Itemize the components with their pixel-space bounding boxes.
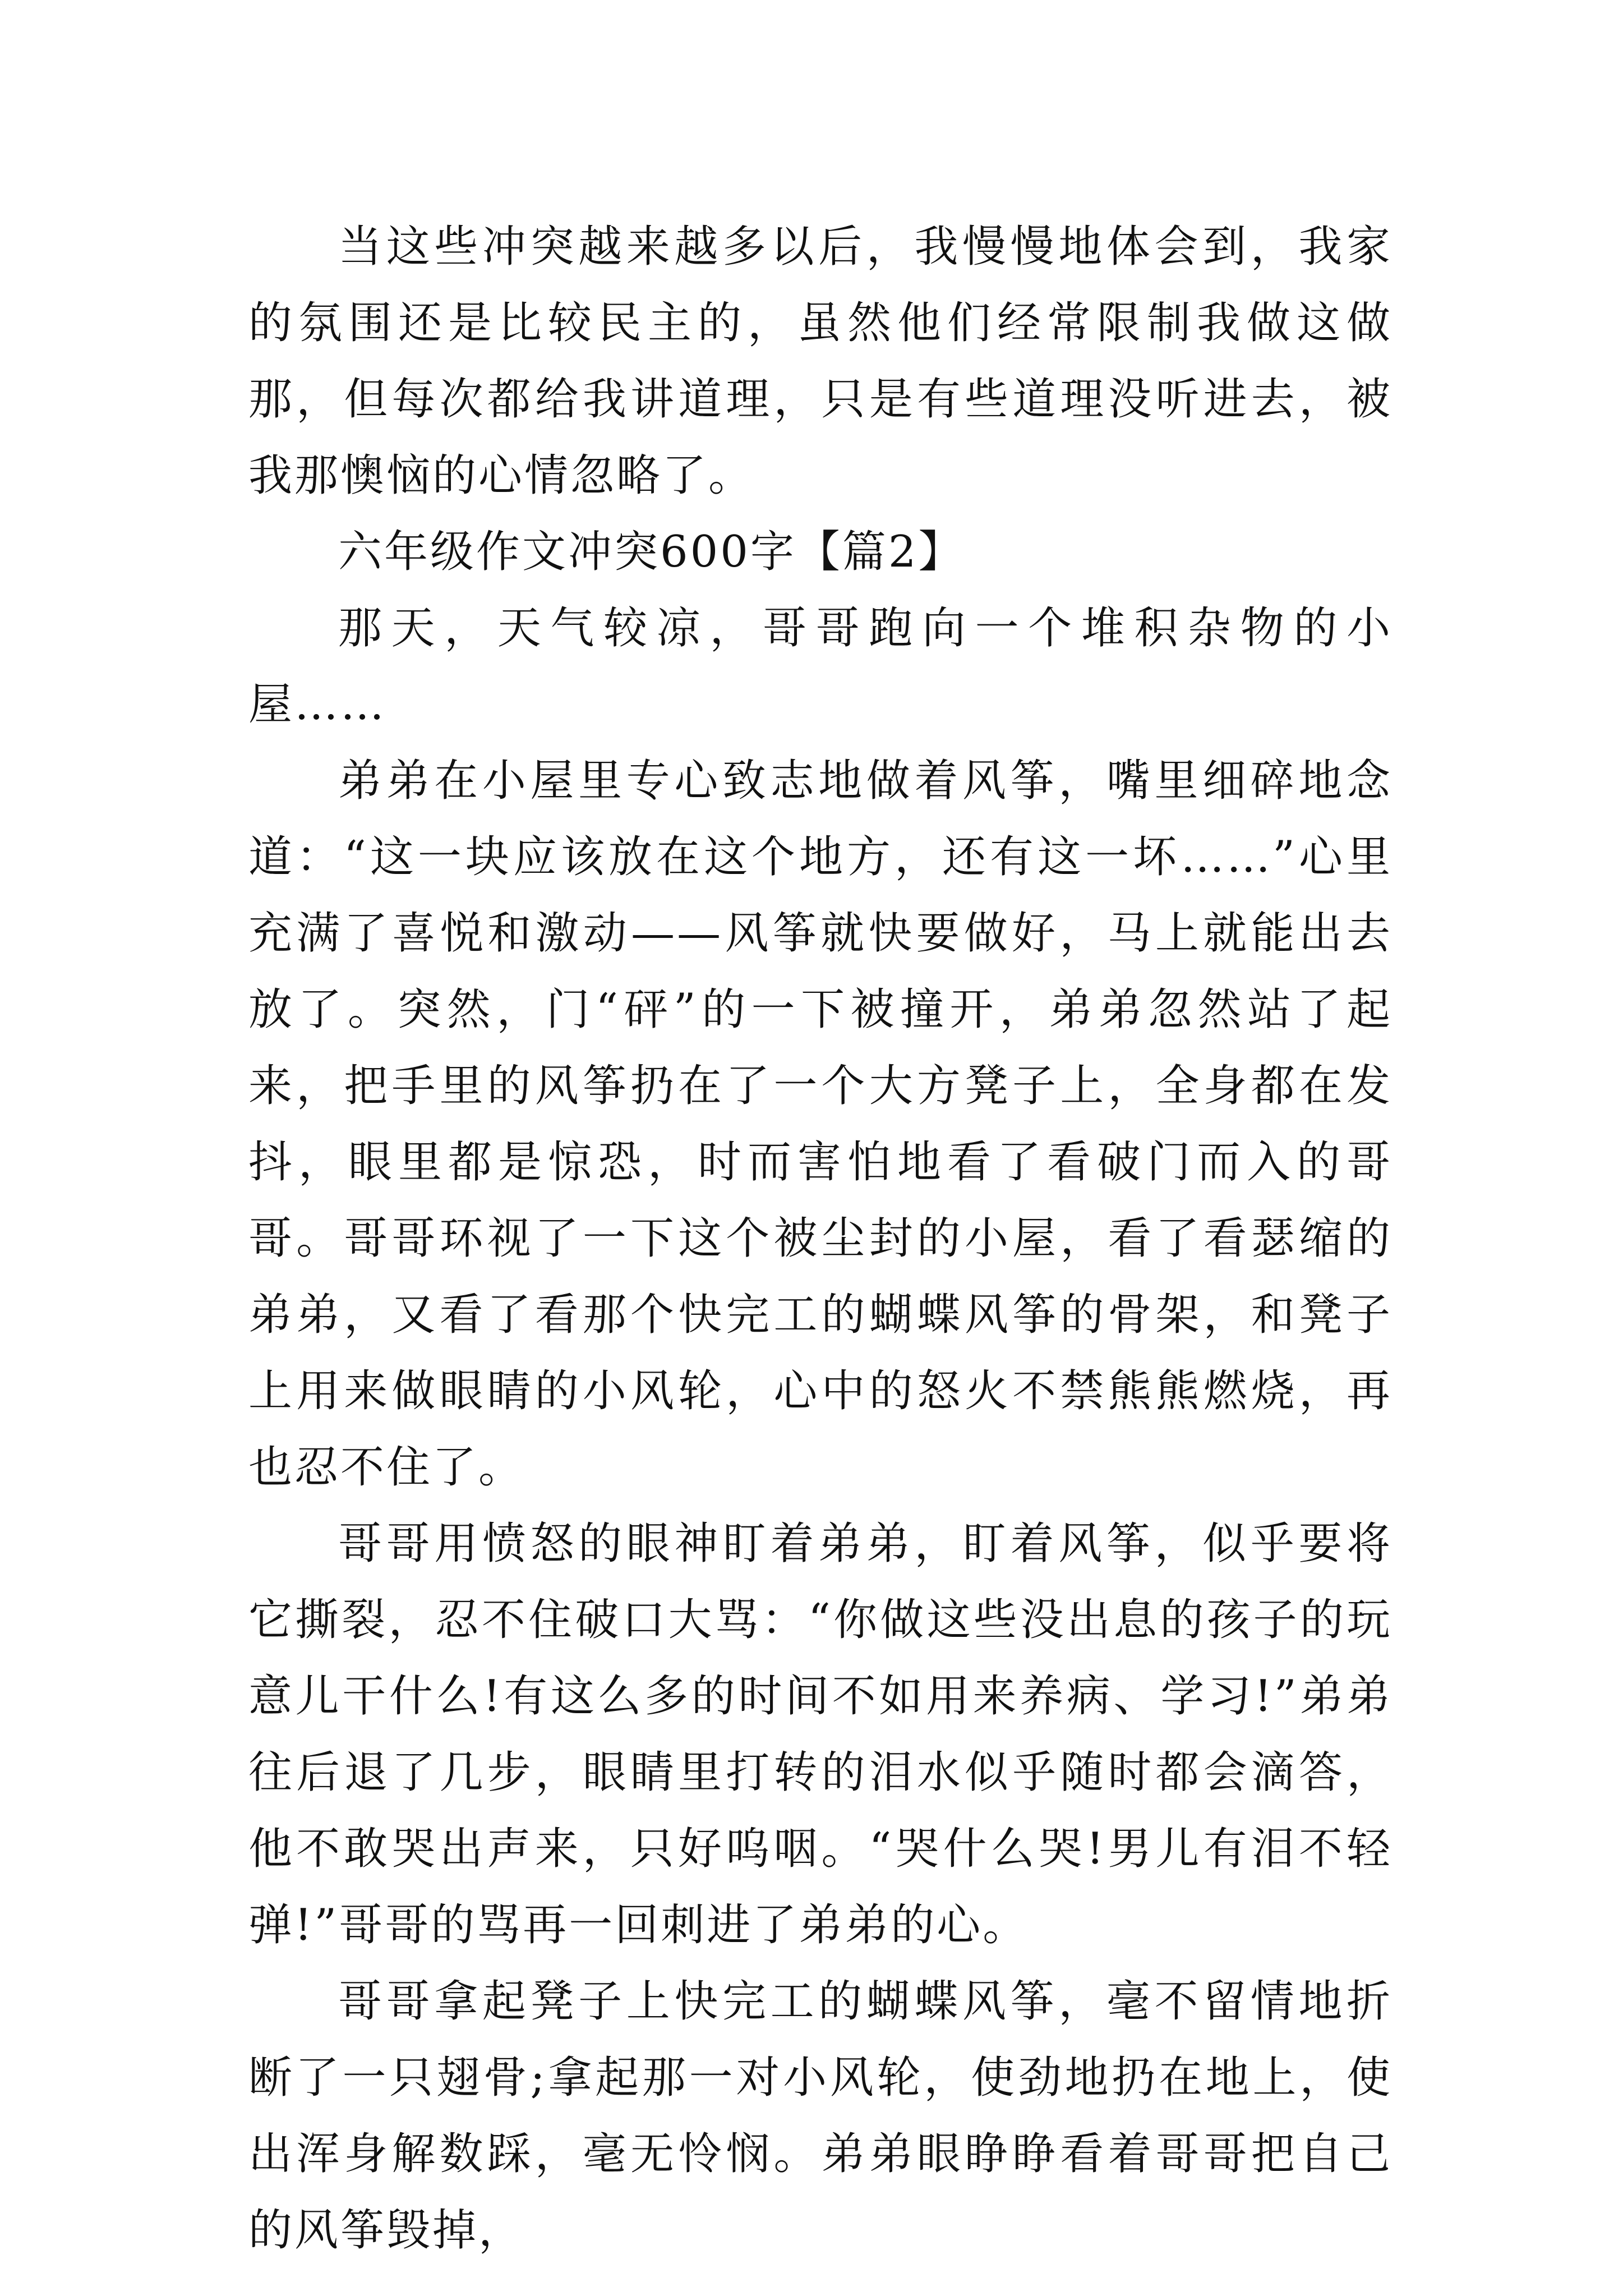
paragraph: 哥哥拿起凳子上快完工的蝴蝶风筝，毫不留情地折断了一只翅骨;拿起那一对小风轮，使劲地扔在地上，使出浑身解数踩，毫无怜悯。弟弟眼睁睁看着哥哥把自己的风筝毁掉， bbox=[248, 1976, 1393, 2256]
section-heading: 六年级作文冲突600字【篇2】 bbox=[338, 527, 965, 577]
paragraph: 弟弟在小屋里专心致志地做着风筝，嘴里细碎地念道：“这一块应该放在这个地方，还有这一坏……”心里充满了喜悦和激动——风筝就快要做好，马上就能出去放了。突然，门“砰”的一下被撞开，弟弟忽然站了起来，把手里的风筝扔在了一个大方凳子上，全身都在发抖，眼里都是惊恐，时而害怕地看了看破门而入的哥哥。哥哥环视了一下这个被尘封的小屋，看了看瑟缩的弟弟，又看了看那个快完工的蝴蝶风筝的骨架，和凳子上用来做眼睛的小风轮，心中的怒火不禁熊熊燃烧，再也忍不住了。 bbox=[248, 756, 1393, 1493]
paragraph: 那天，天气较凉，哥哥跑向一个堆积杂物的小屋…… bbox=[248, 603, 1393, 730]
paragraph: 哥哥用愤怒的眼神盯着弟弟，盯着风筝，似乎要将它撕裂，忍不住破口大骂：“你做这些没出息的孩子的玩意儿干什么!有这么多的时间不如用来养病、学习!”弟弟往后退了几步，眼睛里打转的泪水似乎随时都会滴答，他不敢哭出声来，只好呜咽。“哭什么哭!男儿有泪不轻弹!”哥哥的骂再一回刺进了弟弟的心。 bbox=[248, 1519, 1393, 1950]
document-body bbox=[248, 209, 1393, 2269]
paragraph: 当这些冲突越来越多以后，我慢慢地体会到，我家的氛围还是比较民主的，虽然他们经常限制我做这做那，但每次都给我讲道理，只是有些道理没听进去，被我那懊恼的心情忽略了。 bbox=[248, 222, 1393, 501]
